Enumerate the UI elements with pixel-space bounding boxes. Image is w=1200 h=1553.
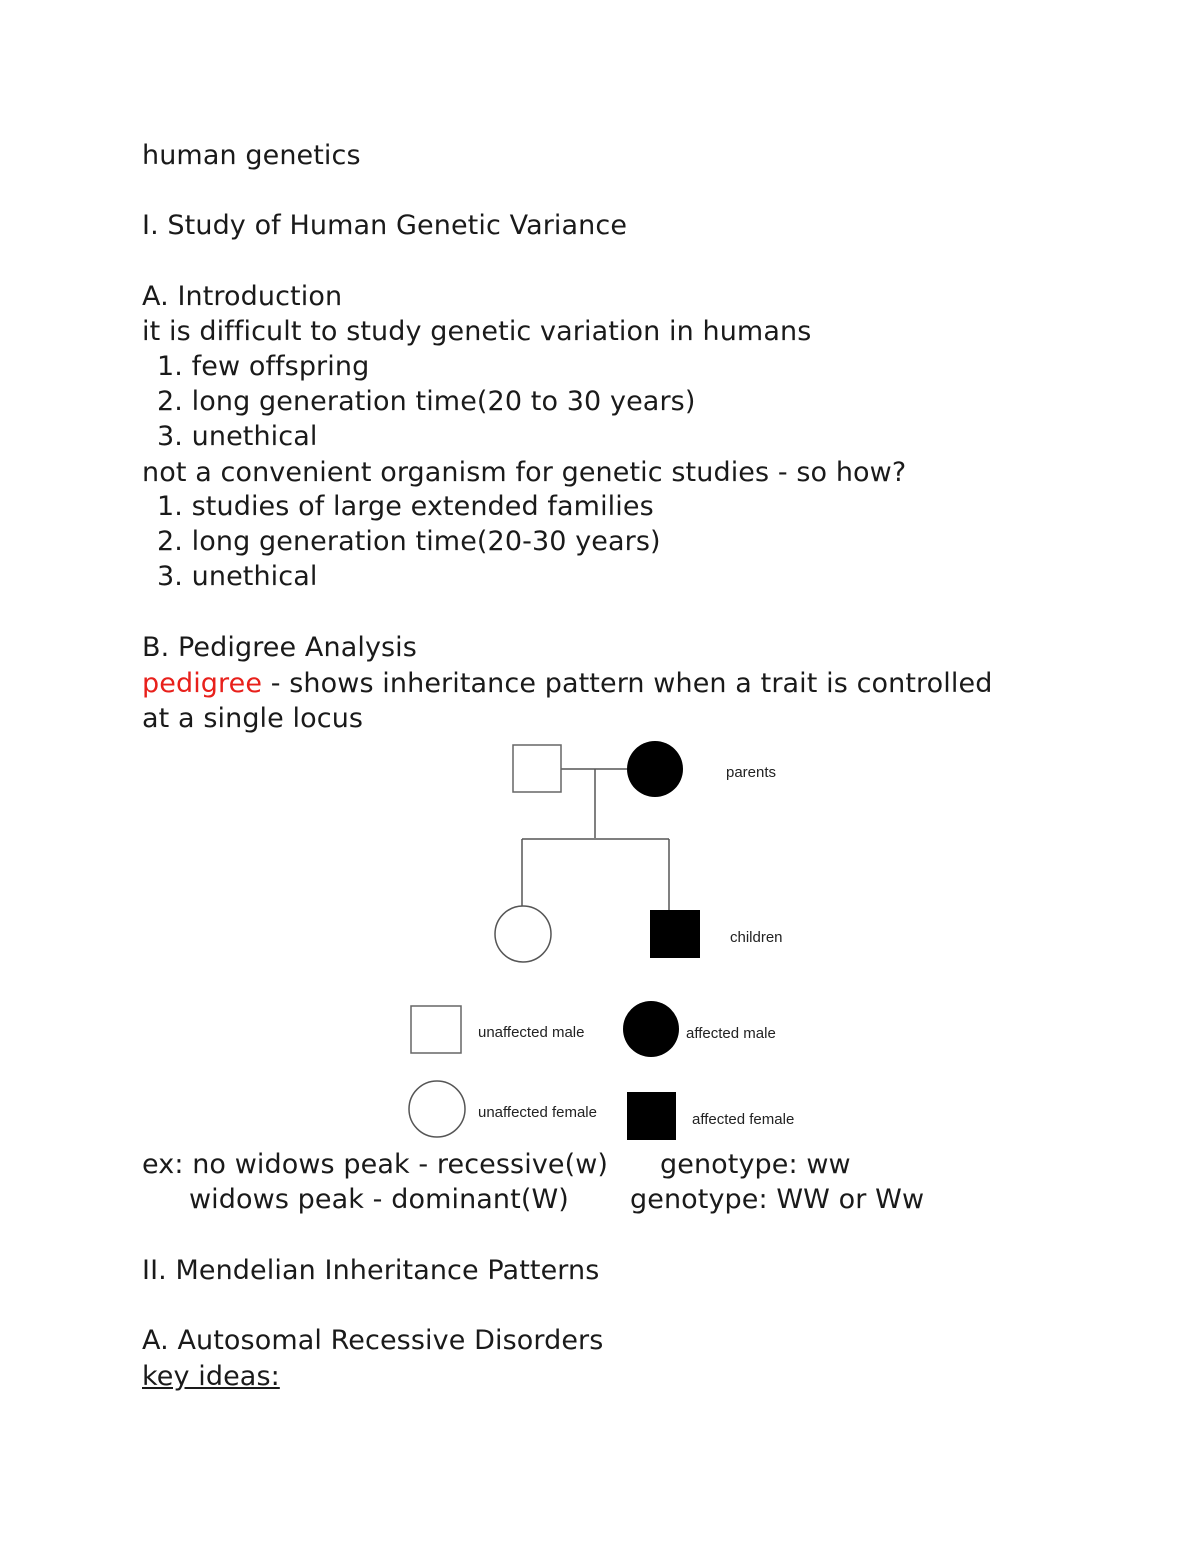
list-item: 3. unethical — [157, 421, 318, 452]
parents-label: parents — [726, 764, 777, 781]
example-line-2: widows peak - dominant(W) — [189, 1184, 569, 1215]
legend-unaffected-male-icon — [411, 1006, 461, 1053]
legend-affected-female-icon — [627, 1092, 676, 1140]
subsection-heading-introduction: A. Introduction — [142, 281, 343, 312]
legend-unaffected-female-label: unaffected female — [478, 1104, 597, 1121]
list-item: 1. few offspring — [157, 351, 370, 382]
list-item: 1. studies of large extended families — [157, 491, 654, 522]
section-heading-1: I. Study of Human Genetic Variance — [142, 210, 628, 241]
unaffected-male-symbol — [513, 745, 561, 792]
unaffected-female-symbol — [495, 906, 551, 962]
example-line-1: ex: no widows peak - recessive(w) — [142, 1149, 609, 1180]
document-title: human genetics — [142, 140, 361, 171]
list-item: 2. long generation time(20 to 30 years) — [157, 386, 696, 417]
pedigree-term: pedigree — [142, 668, 263, 699]
example-genotype-2: genotype: WW or Ww — [630, 1184, 925, 1215]
example-genotype-1: genotype: ww — [660, 1149, 851, 1180]
affected-circle-symbol — [627, 741, 683, 797]
legend-unaffected-female-icon — [409, 1081, 465, 1137]
legend-affected-female-label: affected female — [692, 1111, 795, 1128]
legend-affected-male-label: affected male — [686, 1025, 776, 1042]
section-heading-2: II. Mendelian Inheritance Patterns — [142, 1255, 600, 1286]
children-label: children — [730, 929, 783, 946]
legend-affected-male-icon — [623, 1001, 679, 1057]
intro-statement: it is difficult to study genetic variation in humans — [142, 316, 812, 347]
intro-question: not a convenient organism for genetic studies - so how? — [142, 457, 907, 488]
subsection-heading-autosomal: A. Autosomal Recessive Disorders — [142, 1325, 604, 1356]
pedigree-definition-text: - shows inheritance pattern when a trait is controlled — [262, 668, 993, 699]
list-item: 3. unethical — [157, 561, 318, 592]
pedigree-definition-continued: at a single locus — [142, 703, 364, 734]
legend-unaffected-male-label: unaffected male — [478, 1024, 585, 1041]
key-ideas-heading: key ideas: — [142, 1361, 280, 1392]
subsection-heading-pedigree: B. Pedigree Analysis — [142, 632, 417, 663]
affected-square-symbol — [650, 910, 700, 958]
list-item: 2. long generation time(20-30 years) — [157, 526, 661, 557]
